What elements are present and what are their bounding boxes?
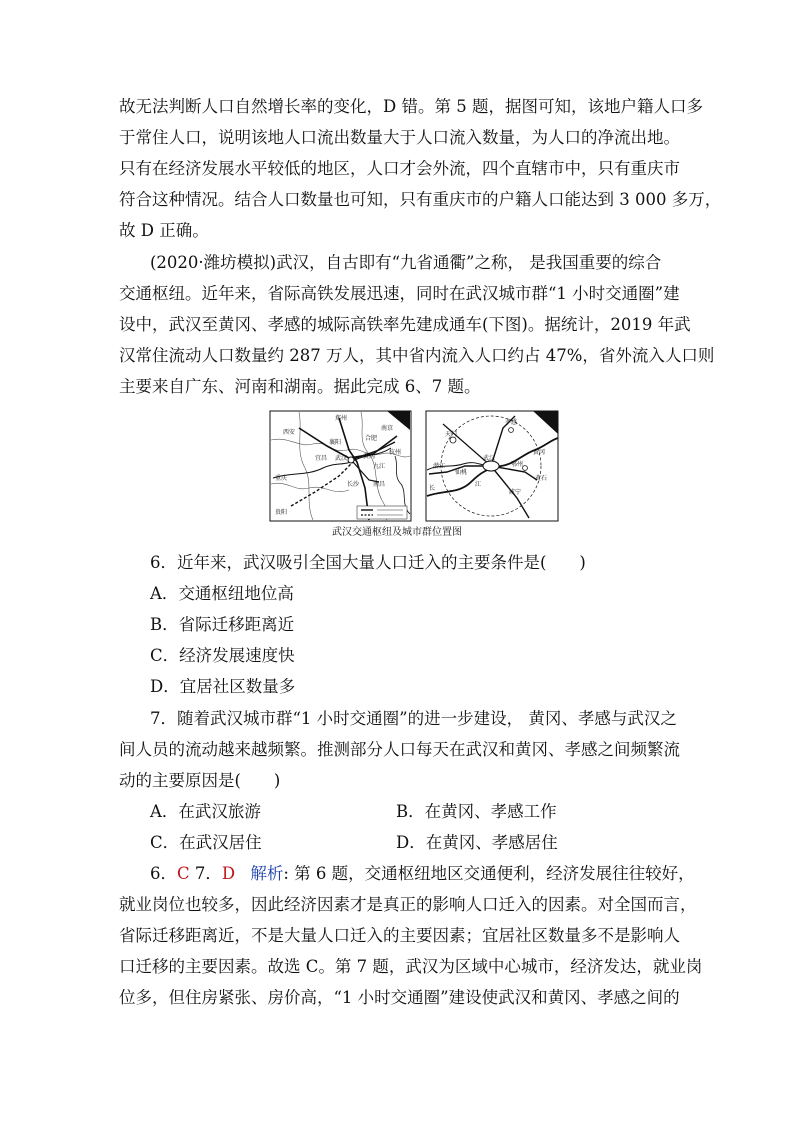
analysis-line: 口迁移的主要因素。故选 C。第 7 题，武汉为区域中心城市，经济发达，就业岗 [119,957,703,976]
right-map [426,411,558,521]
option-c: C．经济发展速度快 [150,646,295,665]
option-a: A．交通枢纽地位高 [150,584,294,603]
map-label: 黄石 [535,475,548,482]
question-stem: 6．近年来，武汉吸引全国大量人口迁入的主要条件是( ) [150,553,586,572]
map-label: 南昌 [373,481,386,488]
answer-number: 7． [194,864,222,883]
map-label: 宜昌 [315,455,328,462]
map-label: 合肥 [365,435,378,442]
option-d: D．宜居社区数量多 [150,677,296,696]
map-label: 杭州 [389,449,402,456]
map-label: 郑州 [335,415,348,422]
wuhan-location-figure [269,410,559,525]
option-b: B．在黄冈、孝感工作 [396,802,557,821]
passage-line: 主要来自广东、河南和湖南。据此完成 6、7 题。 [119,377,481,396]
passage-line: 设中，武汉至黄冈、孝感的城际高铁率先建成通车(下图)。据统计，2019 年武 [119,315,691,334]
intro-line: 故 D 正确。 [119,221,209,240]
passage-line: (2020·潍坊模拟)武汉，自古即有“九省通衢”之称， 是我国重要的综合 [150,253,662,272]
map-label: 咸宁 [509,489,522,496]
option-b: B．省际迁移距离近 [150,615,295,634]
map-label: 武汉 [483,455,496,462]
map-label: 江 [475,481,482,488]
question-stem: 7．随着武汉城市群“1 小时交通圈”的进一步建设， 黄冈、孝感与武汉之 [150,709,677,728]
map-label: 长沙 [347,481,360,488]
map-label: 鄂州 [511,461,524,468]
figure-caption: 武汉交通枢纽及城市群位置图 [332,527,462,538]
intro-line: 故无法判断人口自然增长率的变化，D 错。第 5 题，据图可知，该地户籍人口多 [119,97,703,116]
option-d: D．在黄冈、孝感居住 [396,833,558,852]
map-label: 襄阳 [329,439,342,446]
answer-number: 6． [150,864,177,883]
map-label: 天门 [445,431,458,438]
passage-line: 汉常住流动人口数量约 287 万人，其中省内流入人口约占 47%，省外流入人口则 [119,346,715,365]
map-label: 南京 [381,425,394,432]
question-stem: 动的主要原因是( ) [119,771,281,790]
left-map [270,411,411,521]
map-label: 潜江 [433,463,446,470]
maps-svg [269,410,559,525]
map-label: 黄冈 [533,449,546,456]
intro-line: 只有在经济发展水平较低的地区，人口才会外流，四个直辖市中，只有重庆市 [119,159,680,178]
analysis-text: : 第 6 题，交通枢纽地区交通便利，经济发展往往较好， [283,864,695,883]
map-label: 西安 [283,429,296,436]
analysis-label: 解析 [250,864,284,883]
analysis-line: 省际迁移距离近，不是大量人口迁入的主要因素；宜居社区数量多不是影响人 [119,926,680,945]
answer-first-line [150,864,695,884]
map-label: 仙桃 [455,469,468,476]
map-label: 武汉 [335,455,348,462]
answer-letter: C [177,864,190,883]
intro-line: 于常住人口，说明该地人口流出数量大于人口流入数量，为人口的净流出地。 [119,128,680,147]
analysis-line: 位多，但住房紧张、房价高，“1 小时交通圈”建设使武汉和黄冈、孝感之间的 [119,988,680,1007]
map-label: 长 [429,485,436,492]
map-label: 重庆 [275,475,288,482]
answer-letter: D [221,864,236,883]
map-label: 贵阳 [275,509,288,516]
option-c: C．在武汉居住 [150,833,262,852]
passage-line: 交通枢纽。近年来，省际高铁发展迅速，同时在武汉城市群“1 小时交通圈”建 [119,284,680,303]
map-label: 九江 [373,463,386,470]
analysis-line: 就业岗位也较多，因此经济因素才是真正的影响人口迁入的因素。对全国而言， [119,895,697,914]
map-label: 孝感 [505,419,518,426]
map-label: 黄冈 [363,453,376,460]
question-stem: 间人员的流动越来越频繁。推测部分人口每天在武汉和黄冈、孝感之间频繁流 [119,740,680,759]
option-a: A．在武汉旅游 [150,802,261,821]
intro-line: 符合这种情况。结合人口数量也可知，只有重庆市的户籍人口能达到 3 000 多万， [119,190,722,209]
